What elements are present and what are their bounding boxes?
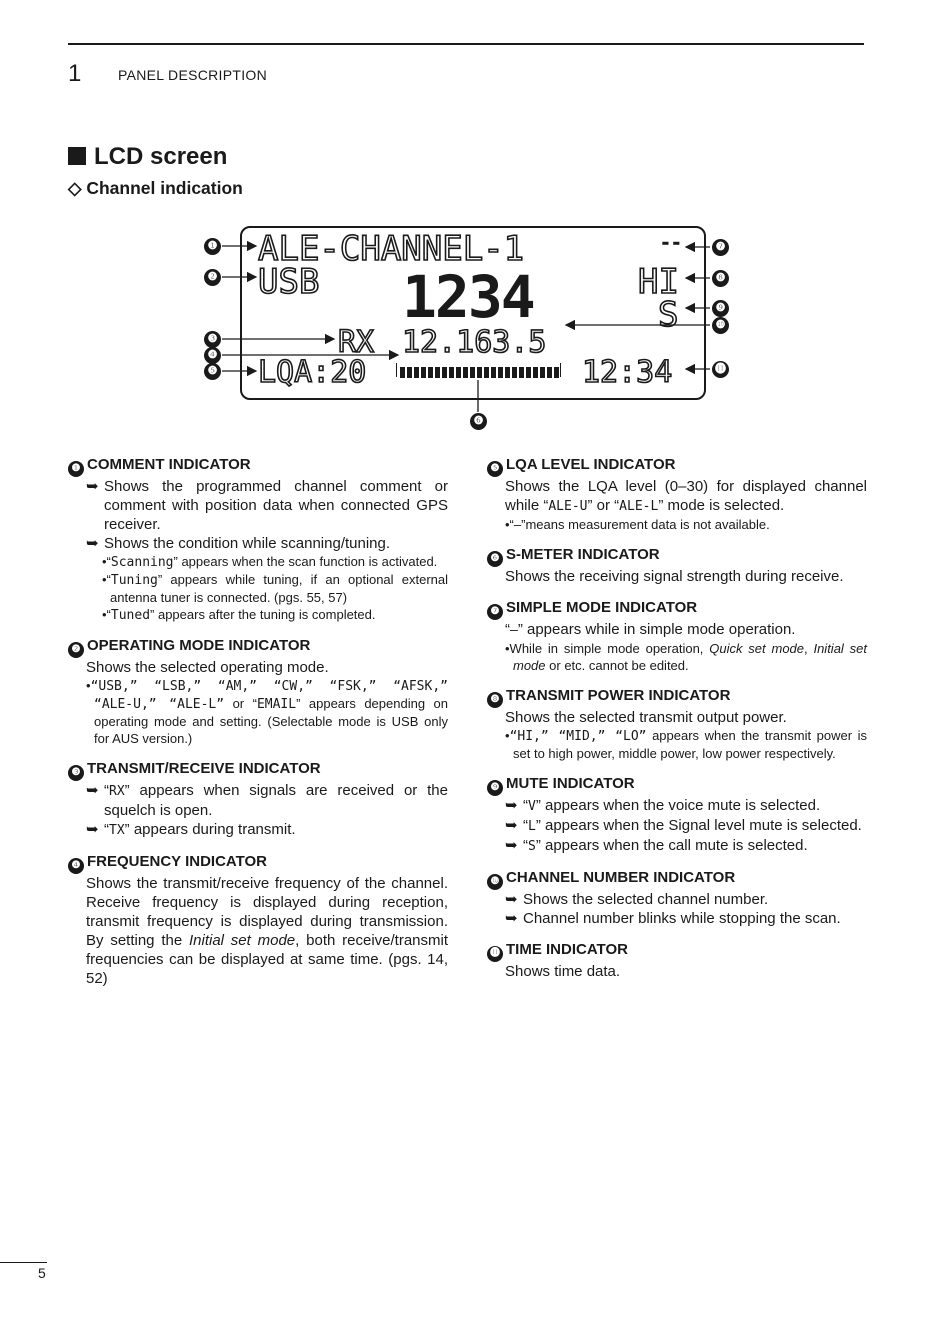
item-transmit-power-indicator	[487, 686, 867, 762]
item-heading	[487, 598, 867, 620]
lcd-text: RX	[109, 784, 125, 799]
callout-6: ❻	[470, 413, 487, 430]
lcd-text: Scanning	[110, 555, 174, 570]
item-heading	[487, 940, 867, 962]
lcd-rxtx: RX	[338, 325, 375, 360]
lcd-text: S	[528, 839, 536, 854]
item-heading	[68, 852, 448, 874]
item-heading	[487, 545, 867, 567]
item-title: TRANSMIT/RECEIVE INDICATOR	[87, 760, 321, 777]
arrow-icon: ➥	[86, 478, 99, 495]
callout-1: ❶	[204, 238, 221, 255]
item-body: Shows the receiving signal strength during receive.	[505, 568, 844, 585]
callout-9: ❾	[712, 300, 729, 317]
item-number: ❺	[487, 461, 503, 477]
subsection-title: ◇ Channel indication	[68, 178, 243, 198]
lcd-time: 12:34	[582, 355, 673, 390]
lcd-power: HI	[638, 262, 679, 302]
item-bullet: ➥ “S” appears when the call mute is selected.	[505, 837, 808, 854]
lcd-text: Tuning	[110, 573, 158, 588]
item-note: •“–”means measurement data is not available.	[505, 517, 770, 532]
item-time-indicator	[487, 940, 867, 981]
bullet-text: ” appears during transmit.	[124, 821, 296, 838]
item-bullet: ➥ “RX” appears when signals are received or the squelch is open.	[86, 782, 448, 819]
bullet-text: Shows the condition while scanning/tuning.	[104, 535, 391, 552]
page-number: 5	[38, 1265, 46, 1281]
item-number: ❷	[68, 642, 84, 658]
item-title: FREQUENCY INDICATOR	[87, 853, 268, 870]
callout-11: ⓫	[712, 361, 729, 378]
item-body: Shows the selected transmit output power.	[505, 709, 787, 726]
note-text: •While in simple mode operation,	[505, 641, 710, 656]
item-body: Shows the selected operating mode.	[86, 659, 329, 676]
item-number: ⓫	[487, 946, 503, 962]
item-title: COMMENT INDICATOR	[87, 456, 251, 473]
body-text: ” mode is selected.	[658, 497, 785, 514]
item-body	[487, 477, 867, 516]
item-simple-mode-indicator	[487, 598, 867, 674]
note-text: or “	[224, 696, 257, 711]
item-bullet	[487, 909, 867, 928]
item-bullet: ➥ “V” appears when the voice mute is selected.	[505, 797, 821, 814]
note-text: ” appears while tuning, if an optional external antenna tuner is connected. (pgs. 55, 57)	[110, 572, 448, 605]
note-emphasis: Initial set mode	[513, 641, 867, 673]
body-text: , both receive/transmit frequencies can be displayed at same time. (pgs. 14, 52)	[86, 932, 448, 987]
item-note: •“Scanning” appears when the scan function is activated.	[102, 554, 438, 570]
note-text: or etc. cannot be edited.	[545, 658, 689, 673]
item-number: ❶	[68, 461, 84, 477]
lcd-lqa: LQA:20	[258, 355, 367, 390]
callout-4: ❹	[204, 347, 221, 364]
lcd-mode: USB	[258, 262, 320, 302]
item-note: •“USB,” “LSB,” “AM,” “CW,” “FSK,” “AFSK,” “ALE-U,” “ALE-L” or “EMAIL” appears depending on operating mode and setting. (Selectable mode is USB only for AUS version.)	[86, 678, 448, 746]
lcd-comment: ALE-CHANNEL-1	[258, 229, 525, 269]
item-comment-indicator	[68, 455, 448, 624]
chapter-number: 1	[68, 60, 82, 87]
lcd-text: L	[528, 819, 536, 834]
item-transmit-receive-indicator	[68, 759, 448, 840]
item-number: ❹	[68, 858, 84, 874]
item-bullet	[68, 534, 448, 553]
item-bullet	[487, 890, 867, 909]
item-heading	[68, 455, 448, 477]
item-number: ❾	[487, 780, 503, 796]
item-bullet: ➥ “L” appears when the Signal level mute is selected.	[505, 817, 862, 834]
lcd-text: TX	[109, 823, 125, 838]
item-heading	[487, 455, 867, 477]
note-emphasis: Quick set mode	[709, 641, 805, 656]
note-text: ,	[804, 641, 814, 656]
left-column	[68, 455, 448, 1000]
lcd-text: –	[510, 623, 518, 638]
lcd-text: Tuned	[110, 608, 151, 623]
lcd-frequency: 12.163.5	[402, 325, 547, 360]
bullet-text: Channel number blinks while stopping the scan.	[523, 910, 841, 927]
lcd-text: V	[528, 799, 536, 814]
lcd-callout-lines	[0, 0, 950, 440]
item-title: LQA LEVEL INDICATOR	[506, 456, 676, 473]
callout-10: ❿	[712, 317, 729, 334]
item-body: “–” appears while in simple mode operation.	[505, 621, 796, 638]
callout-7: ❼	[712, 239, 729, 256]
body-emphasis: Initial set mode	[188, 932, 296, 949]
footer-rule	[0, 1262, 47, 1263]
note-text: ” appears after the tuning is completed.	[150, 607, 376, 622]
item-heading	[68, 759, 448, 781]
lcd-text: EMAIL	[256, 697, 297, 712]
lcd-simple-mark: --	[660, 232, 682, 253]
item-title: TRANSMIT POWER INDICATOR	[506, 687, 731, 704]
lcd-text: ALE-L	[619, 499, 659, 514]
callout-2: ❷	[204, 269, 221, 286]
item-bullet: ➥ “TX” appears during transmit.	[86, 821, 296, 838]
arrow-icon: ➥	[86, 535, 99, 552]
lcd-text: ALE-U	[548, 499, 588, 514]
item-heading	[487, 774, 867, 796]
arrow-icon: ➥	[505, 891, 518, 908]
body-text: ” appears while in simple mode operation.	[517, 621, 796, 638]
item-number: ❻	[487, 551, 503, 567]
item-heading	[487, 868, 867, 890]
lcd-mute: S	[658, 295, 679, 335]
arrow-icon: ➥	[505, 837, 518, 854]
item-mute-indicator	[487, 774, 867, 856]
body-text: Shows the LQA level (0–30) for displayed channel while “	[505, 478, 867, 514]
item-operating-mode-indicator	[68, 636, 448, 747]
arrow-icon: ➥	[86, 821, 99, 838]
item-title: OPERATING MODE INDICATOR	[87, 637, 311, 654]
item-title: SIMPLE MODE INDICATOR	[506, 599, 698, 616]
item-body: Shows time data.	[505, 963, 621, 980]
arrow-icon: ➥	[505, 797, 518, 814]
item-number: ❸	[68, 765, 84, 781]
item-note	[487, 640, 867, 674]
arrow-icon: ➥	[505, 817, 518, 834]
lcd-text: “HI,” “MID,” “LO”	[509, 729, 647, 744]
item-heading	[487, 686, 867, 708]
item-note: •“Tuning” appears while tuning, if an optional external antenna tuner is connected. (pgs. 55, 57)	[102, 572, 448, 605]
item-title: TIME INDICATOR	[506, 941, 628, 958]
callout-8: ❽	[712, 270, 729, 287]
item-frequency-indicator	[68, 852, 448, 988]
item-channel-number-indicator	[487, 868, 867, 928]
arrow-icon: ➥	[86, 782, 99, 799]
chapter-title: PANEL DESCRIPTION	[118, 67, 268, 83]
bullet-text: ” appears when signals are received or the squelch is open.	[104, 782, 448, 819]
callout-5: ❺	[204, 363, 221, 380]
item-title: S-METER INDICATOR	[506, 546, 660, 563]
note-text: ” appears when the scan function is activated.	[173, 554, 438, 569]
body-text: ” or “	[587, 497, 620, 514]
callout-3: ❸	[204, 331, 221, 348]
bullet-text: Shows the programmed channel comment or comment with position data when connected GPS receiver.	[104, 478, 448, 533]
note-text: appears when the transmit power is set to high power, middle power, low power respectively.	[513, 728, 868, 761]
item-note: •“HI,” “MID,” “LO” appears when the transmit power is set to high power, middle power, low power respectively.	[505, 728, 868, 761]
item-bullet	[68, 477, 448, 534]
item-note: •“Tuned” appears after the tuning is completed.	[102, 607, 376, 623]
lcd-text: “USB,” “LSB,” “AM,” “CW,” “FSK,” “AFSK,” “ALE-U,” “ALE-L”	[90, 679, 448, 712]
bullet-text: Shows the selected channel number.	[523, 891, 769, 908]
body-text: Shows the transmit/receive frequency of the channel. Receive frequency is displayed during reception, transmit frequency is displayed during transmission. By setting the	[86, 875, 448, 949]
bullet-text: ” appears when the voice mute is selected.	[535, 797, 821, 814]
bullet-text: ” appears when the call mute is selected.	[535, 837, 808, 854]
item-lqa-level-indicator	[487, 455, 867, 533]
bullet-text: ” appears when the Signal level mute is selected.	[535, 817, 862, 834]
note-text: ” appears depending on operating mode and setting. (Selectable mode is USB only for AUS version.)	[94, 696, 448, 746]
item-body	[68, 874, 448, 988]
item-number: ❼	[487, 604, 503, 620]
item-s-meter-indicator	[487, 545, 867, 586]
item-title: CHANNEL NUMBER INDICATOR	[506, 869, 736, 886]
arrow-icon: ➥	[505, 910, 518, 927]
section-title-text: LCD screen	[94, 143, 228, 170]
item-number: ❿	[487, 874, 503, 890]
item-number: ❽	[487, 692, 503, 708]
right-column	[487, 455, 867, 993]
item-title: MUTE INDICATOR	[506, 775, 635, 792]
item-heading	[68, 636, 448, 658]
lcd-channel-number: 1234	[402, 263, 534, 331]
